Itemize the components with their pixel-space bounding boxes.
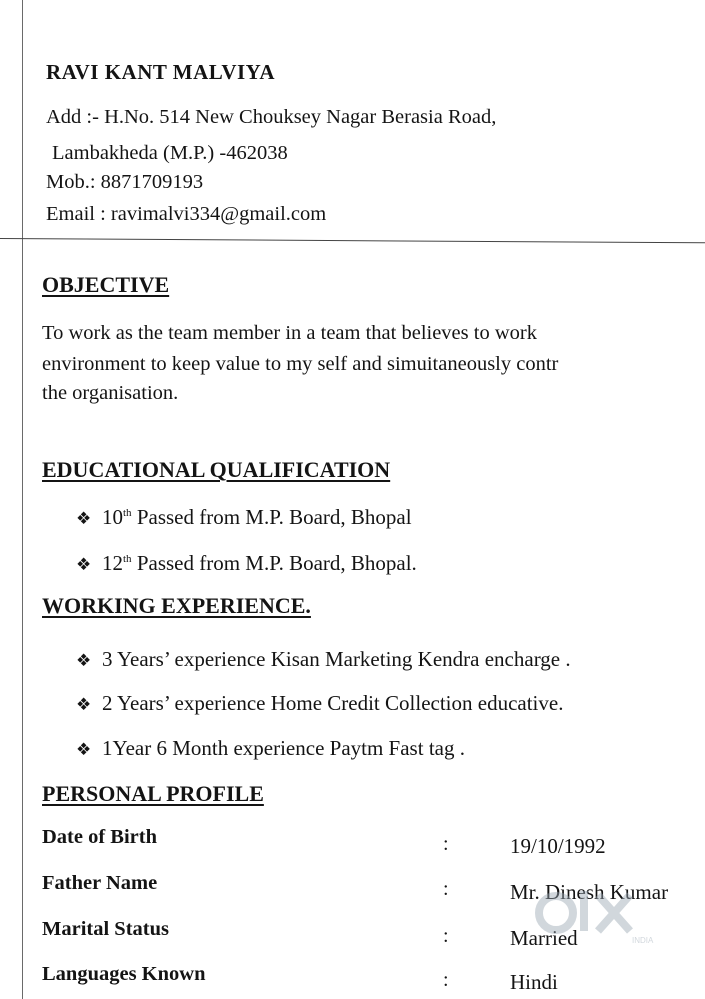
experience-item: ❖ 3 Years’ experience Kisan Marketing Kendra encharge . (76, 647, 571, 671)
profile-value-marital-status: Married (510, 926, 578, 950)
objective-line-1: To work as the team member in a team that believes to work (42, 322, 537, 344)
profile-value-dob: 19/10/1992 (510, 834, 606, 858)
four-diamond-star-icon: ❖ (76, 555, 92, 574)
education-item: ❖ 10th Passed from M.P. Board, Bhopal (76, 505, 412, 529)
profile-colon: : (443, 833, 449, 855)
four-diamond-star-icon: ❖ (76, 695, 92, 714)
profile-label-dob: Date of Birth (42, 826, 158, 848)
address-line-1: Add :- H.No. 514 New Chouksey Nagar Berasia Road, (46, 106, 497, 128)
profile-label-father-name: Father Name (42, 872, 158, 894)
header-divider (0, 238, 705, 243)
svg-text:INDIA: INDIA (632, 936, 654, 945)
profile-label-languages: Languages Known (42, 963, 206, 985)
profile-value-father-name: Mr. Dinesh Kumar (510, 880, 669, 904)
olx-watermark-icon (520, 885, 670, 945)
education-heading: EDUCATIONAL QUALIFICATION (42, 457, 391, 482)
objective-line-2: environment to keep value to my self and simuitaneously contr (42, 353, 559, 375)
candidate-name: RAVI KANT MALVIYA (46, 60, 276, 84)
experience-item: ❖ 2 Years’ experience Home Credit Collection educative. (76, 691, 564, 715)
profile-heading: PERSONAL PROFILE (42, 781, 264, 806)
four-diamond-star-icon: ❖ (76, 740, 92, 759)
profile-label-marital-status: Marital Status (42, 918, 169, 940)
objective-heading: OBJECTIVE (42, 272, 170, 297)
profile-value-languages: Hindi (510, 970, 558, 994)
email-address: Email : ravimalvi334@gmail.com (46, 203, 327, 225)
experience-item: ❖ 1Year 6 Month experience Paytm Fast tag . (76, 736, 465, 760)
mobile-number: Mob.: 8871709193 (46, 171, 204, 193)
profile-colon: : (443, 925, 449, 947)
left-margin-line (22, 0, 23, 999)
experience-heading: WORKING EXPERIENCE. (42, 593, 311, 618)
profile-colon: : (443, 969, 449, 991)
four-diamond-star-icon: ❖ (76, 651, 92, 670)
four-diamond-star-icon: ❖ (76, 509, 92, 528)
education-item: ❖ 12th Passed from M.P. Board, Bhopal. (76, 551, 417, 575)
objective-line-3: the organisation. (42, 382, 179, 404)
address-line-2: Lambakheda (M.P.) -462038 (52, 142, 288, 164)
profile-colon: : (443, 878, 449, 900)
